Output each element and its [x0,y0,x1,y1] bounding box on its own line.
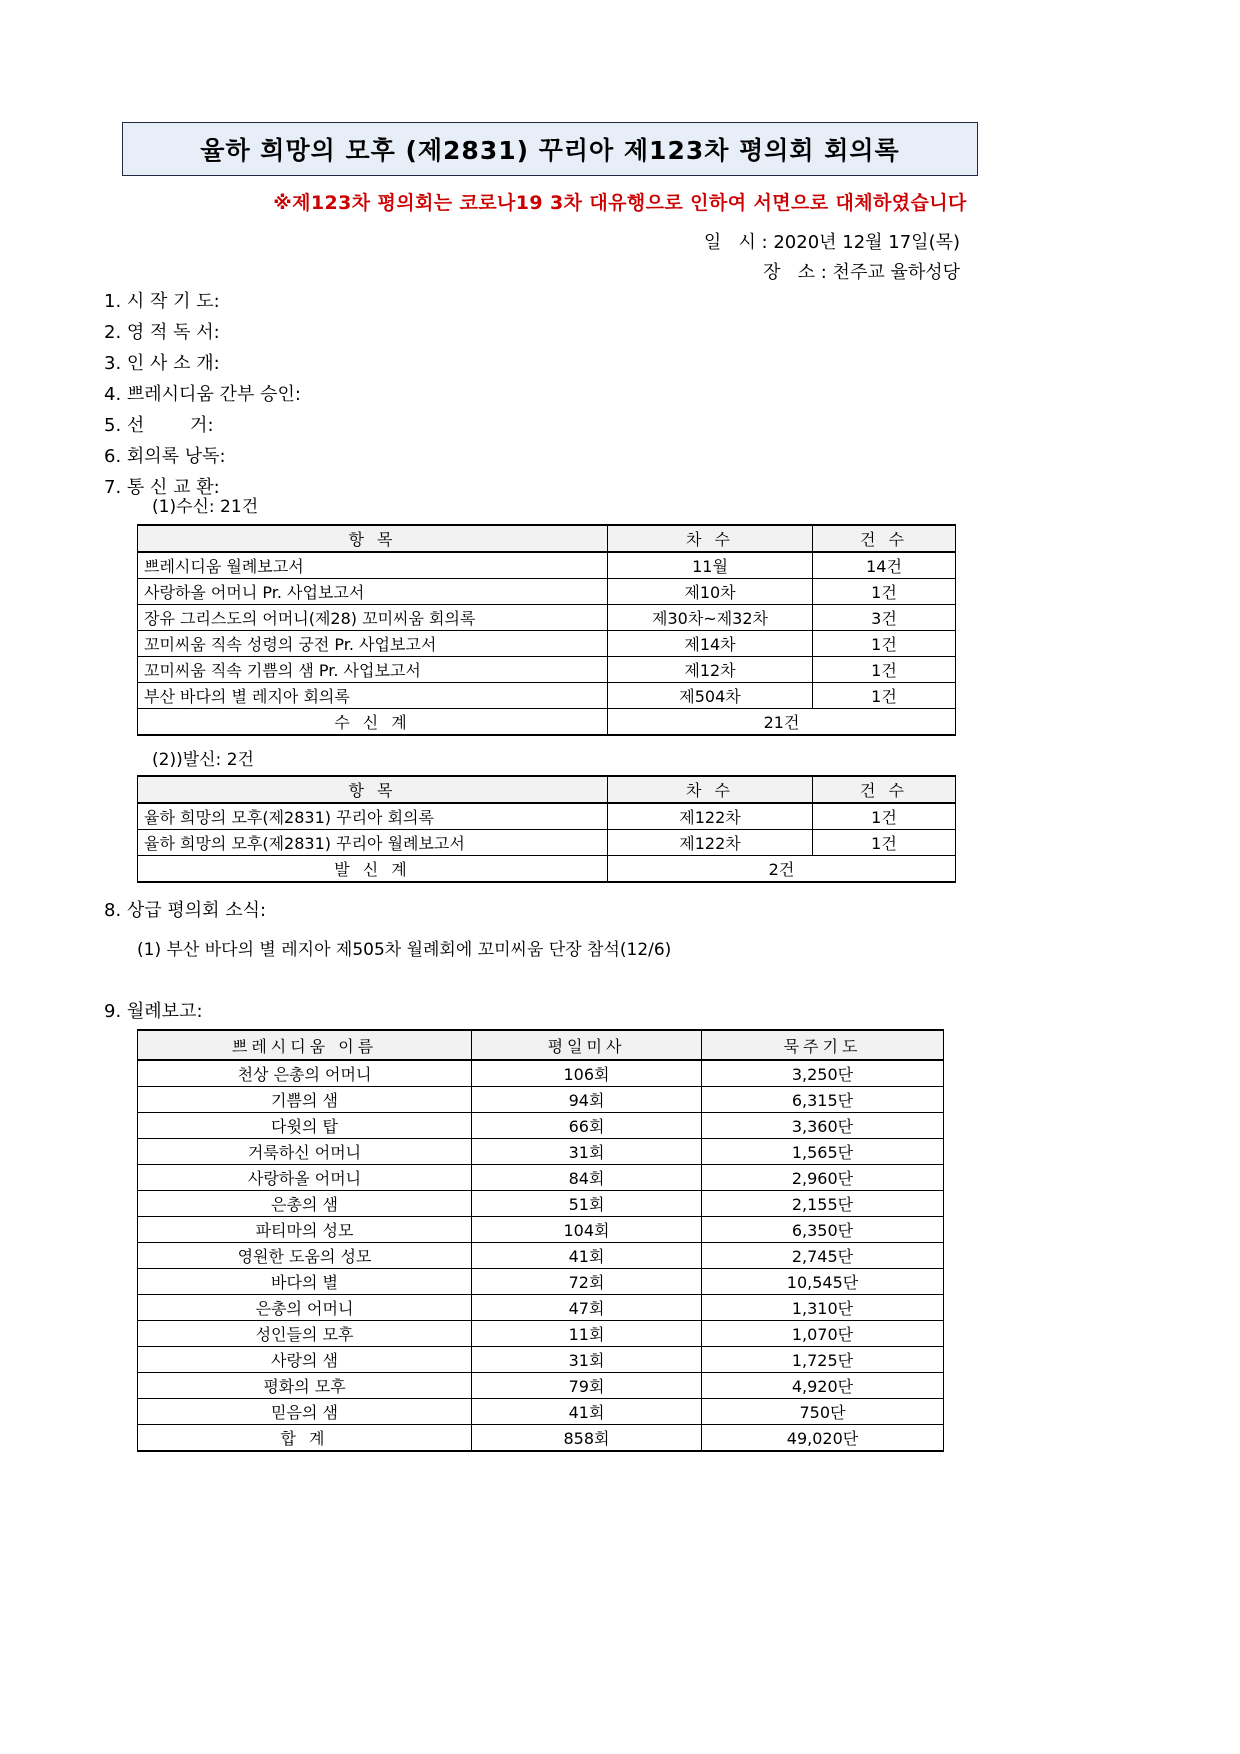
col-header-item: 항 목 [138,776,608,803]
table-total-row [138,709,956,736]
cell-mass: 104회 [472,1217,702,1243]
total-rosary: 49,020단 [702,1425,944,1452]
cell-item: 쁘레시디움 월례보고서 [138,552,608,579]
cell-presidium: 사랑하올 어머니 [138,1165,472,1191]
col-header-rosary: 묵주기도 [702,1030,944,1060]
cell-count: 1건 [813,803,956,830]
total-mass: 858회 [472,1425,702,1452]
cell-mass: 11회 [472,1321,702,1347]
cell-rosary: 2,155단 [702,1191,944,1217]
cell-mass: 79회 [472,1373,702,1399]
table-row [138,1113,944,1139]
received-table [137,524,956,736]
cell-mass: 31회 [472,1139,702,1165]
cell-mass: 94회 [472,1087,702,1113]
cell-rosary: 6,350단 [702,1217,944,1243]
cell-mass: 66회 [472,1113,702,1139]
agenda-list [104,286,804,503]
total-label: 합 계 [138,1425,472,1452]
table-row [138,552,956,579]
cell-order: 제122차 [608,803,813,830]
cell-item: 꼬미씨움 직속 성령의 궁전 Pr. 사업보고서 [138,631,608,657]
cell-mass: 41회 [472,1399,702,1425]
agenda-item-9: 9. 월례보고: [104,1001,203,1022]
agenda-item-3: 3. 인 사 소 개: [104,353,220,374]
table-row [138,1139,944,1165]
table-row [138,1191,944,1217]
cell-rosary: 3,360단 [702,1113,944,1139]
cell-presidium: 다윗의 탑 [138,1113,472,1139]
covid-notice: ※제123차 평의회는 코로나19 3차 대유행으로 인하여 서면으로 대체하였습니다 [273,192,967,214]
cell-mass: 51회 [472,1191,702,1217]
col-header-item: 항 목 [138,525,608,552]
cell-rosary: 6,315단 [702,1087,944,1113]
agenda-item-6: 6. 회의록 낭독: [104,446,226,467]
cell-rosary: 2,745단 [702,1243,944,1269]
table-row [138,1321,944,1347]
total-label: 수 신 계 [138,709,608,736]
received-label: (1)수신: 21건 [152,497,259,517]
meeting-place: 장 소 : 천주교 율하성당 [763,262,960,283]
sent-label: (2))발신: 2건 [152,750,254,770]
total-label: 발 신 계 [138,856,608,883]
cell-count: 1건 [813,579,956,605]
cell-presidium: 성인들의 모후 [138,1321,472,1347]
cell-count: 1건 [813,830,956,856]
cell-item: 사랑하올 어머니 Pr. 사업보고서 [138,579,608,605]
sent-table-body [138,803,956,882]
table-row [138,1347,944,1373]
cell-count: 1건 [813,657,956,683]
cell-presidium: 바다의 별 [138,1269,472,1295]
cell-mass: 106회 [472,1060,702,1087]
cell-count: 3건 [813,605,956,631]
received-table-wrap [137,524,956,736]
agenda-item-5: 5. 선 거: [104,415,214,436]
table-total-row [138,856,956,883]
table-row [138,1269,944,1295]
sent-table [137,775,956,883]
cell-order: 11월 [608,552,813,579]
table-row [138,1165,944,1191]
table-row [138,683,956,709]
cell-order: 제504차 [608,683,813,709]
cell-rosary: 1,565단 [702,1139,944,1165]
cell-mass: 47회 [472,1295,702,1321]
table-row [138,657,956,683]
table-row [138,830,956,856]
cell-rosary: 1,310단 [702,1295,944,1321]
table-row [138,1217,944,1243]
table-row [138,605,956,631]
cell-mass: 41회 [472,1243,702,1269]
table-header-row [138,776,956,803]
cell-presidium: 사랑의 샘 [138,1347,472,1373]
cell-mass: 84회 [472,1165,702,1191]
total-value: 21건 [608,709,956,736]
cell-count: 1건 [813,631,956,657]
cell-order: 제10차 [608,579,813,605]
cell-order: 제14차 [608,631,813,657]
received-table-body [138,552,956,735]
cell-item: 율하 희망의 모후(제2831) 꾸리아 월례보고서 [138,830,608,856]
table-row [138,631,956,657]
col-header-presidium: 쁘레시디움 이름 [138,1030,472,1060]
col-header-order: 차 수 [608,776,813,803]
table-row [138,1399,944,1425]
table-row [138,1295,944,1321]
cell-item: 장유 그리스도의 어머니(제28) 꼬미씨움 회의록 [138,605,608,631]
total-value: 2건 [608,856,956,883]
agenda-item-1: 1. 시 작 기 도: [104,291,220,312]
document-title-banner [122,122,978,176]
cell-presidium: 은총의 어머니 [138,1295,472,1321]
meeting-meta [0,228,1240,288]
cell-item: 부산 바다의 별 레지아 회의록 [138,683,608,709]
cell-rosary: 1,725단 [702,1347,944,1373]
monthly-table-wrap [137,1029,944,1452]
meeting-date: 일 시 : 2020년 12월 17일(목) [703,232,960,253]
cell-rosary: 750단 [702,1399,944,1425]
page-title: 율하 희망의 모후 (제2831) 꾸리아 제123차 평의회 회의록 [200,136,900,165]
cell-presidium: 믿음의 샘 [138,1399,472,1425]
agenda-item-8-sub: (1) 부산 바다의 별 레지아 제505차 월례회에 꼬미씨움 단장 참석(12/6) [137,940,672,960]
cell-rosary: 1,070단 [702,1321,944,1347]
table-row [138,1373,944,1399]
cell-count: 1건 [813,683,956,709]
table-header-row [138,1030,944,1060]
sent-table-wrap [137,775,956,883]
col-header-count: 건 수 [813,776,956,803]
table-row [138,803,956,830]
monthly-report-table [137,1029,944,1452]
table-row [138,579,956,605]
col-header-count: 건 수 [813,525,956,552]
cell-mass: 72회 [472,1269,702,1295]
cell-rosary: 10,545단 [702,1269,944,1295]
table-row [138,1060,944,1087]
monthly-table-body [138,1060,944,1451]
cell-count: 14건 [813,552,956,579]
cell-presidium: 평화의 모후 [138,1373,472,1399]
table-row [138,1243,944,1269]
cell-presidium: 기쁨의 샘 [138,1087,472,1113]
cell-presidium: 은총의 샘 [138,1191,472,1217]
agenda-item-2: 2. 영 적 독 서: [104,322,220,343]
cell-presidium: 천상 은총의 어머니 [138,1060,472,1087]
cell-presidium: 거룩하신 어머니 [138,1139,472,1165]
cell-mass: 31회 [472,1347,702,1373]
cell-rosary: 2,960단 [702,1165,944,1191]
col-header-weekday-mass: 평일미사 [472,1030,702,1060]
cell-presidium: 영원한 도움의 성모 [138,1243,472,1269]
cell-item: 율하 희망의 모후(제2831) 꾸리아 회의록 [138,803,608,830]
table-header-row [138,525,956,552]
agenda-item-4: 4. 쁘레시디움 간부 승인: [104,384,301,405]
cell-order: 제30차~제32차 [608,605,813,631]
agenda-item-7: 7. 통 신 교 환: [104,477,220,498]
cell-item: 꼬미씨움 직속 기쁨의 샘 Pr. 사업보고서 [138,657,608,683]
table-total-row [138,1425,944,1452]
cell-order: 제12차 [608,657,813,683]
col-header-order: 차 수 [608,525,813,552]
agenda-item-8: 8. 상급 평의회 소식: [104,900,267,921]
cell-order: 제122차 [608,830,813,856]
cell-rosary: 4,920단 [702,1373,944,1399]
cell-rosary: 3,250단 [702,1060,944,1087]
cell-presidium: 파티마의 성모 [138,1217,472,1243]
table-row [138,1087,944,1113]
